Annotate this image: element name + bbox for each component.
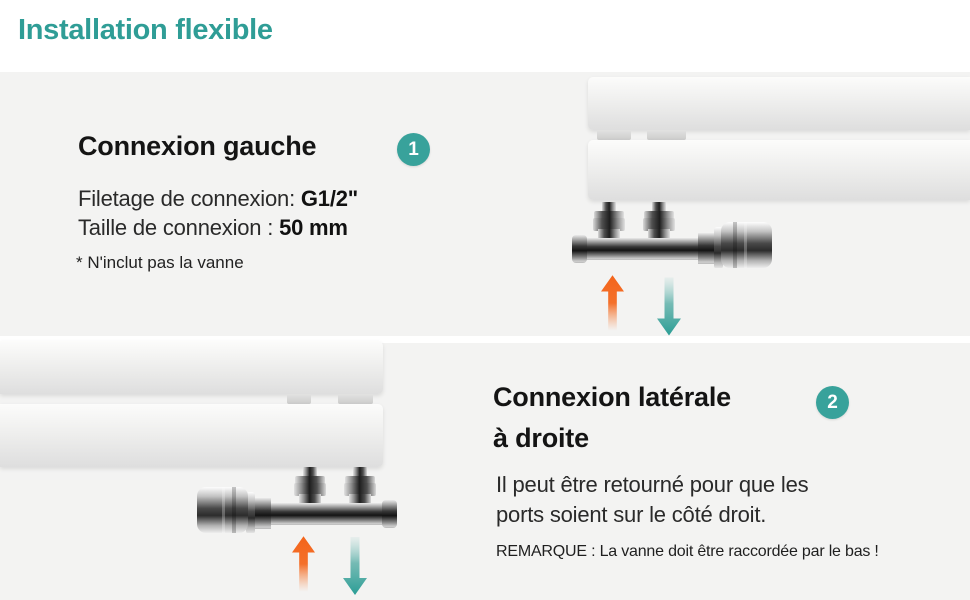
section2-body-line1: Il peut être retourné pour que les <box>496 472 809 497</box>
section2-body <box>496 470 808 530</box>
step-badge-1: 1 <box>397 133 430 166</box>
spec-thread-value: G1/2" <box>300 186 359 211</box>
chrome-valve-assembly <box>572 202 772 268</box>
spec-size-value: 50 mm <box>279 215 348 240</box>
radiator-spacer <box>647 130 686 140</box>
radiator-panel <box>588 77 970 130</box>
spec-thread-label: Filetage de connexion: <box>78 186 301 211</box>
up-arrow-icon <box>292 535 315 593</box>
spec-size <box>78 213 348 242</box>
section2-remark: REMARQUE : La vanne doit être raccordée par le bas ! <box>496 543 879 560</box>
radiator-spacer <box>338 394 373 404</box>
section2-heading-line1: Connexion latérale <box>493 382 731 412</box>
spec-size-label: Taille de connexion : <box>78 215 280 240</box>
radiator-panel <box>0 404 383 467</box>
down-arrow-icon <box>343 537 367 595</box>
chrome-valve-assembly <box>197 467 397 533</box>
spec-thread <box>78 184 358 213</box>
down-arrow-icon <box>657 277 681 336</box>
section1-footnote: * N'inclut pas la vanne <box>76 253 244 272</box>
radiator-spacer <box>597 130 631 140</box>
page-title: Installation flexible <box>18 14 273 46</box>
up-arrow-icon <box>601 274 624 332</box>
radiator-panel <box>588 140 970 200</box>
radiator-spacer <box>287 394 311 404</box>
section1-heading: Connexion gauche <box>78 131 317 161</box>
section2-heading <box>493 377 731 459</box>
section2-body-line2: ports soient sur le côté droit. <box>496 502 767 527</box>
section2-heading-line2: à droite <box>493 423 589 453</box>
step-badge-2: 2 <box>816 386 849 419</box>
radiator-panel <box>0 341 383 394</box>
